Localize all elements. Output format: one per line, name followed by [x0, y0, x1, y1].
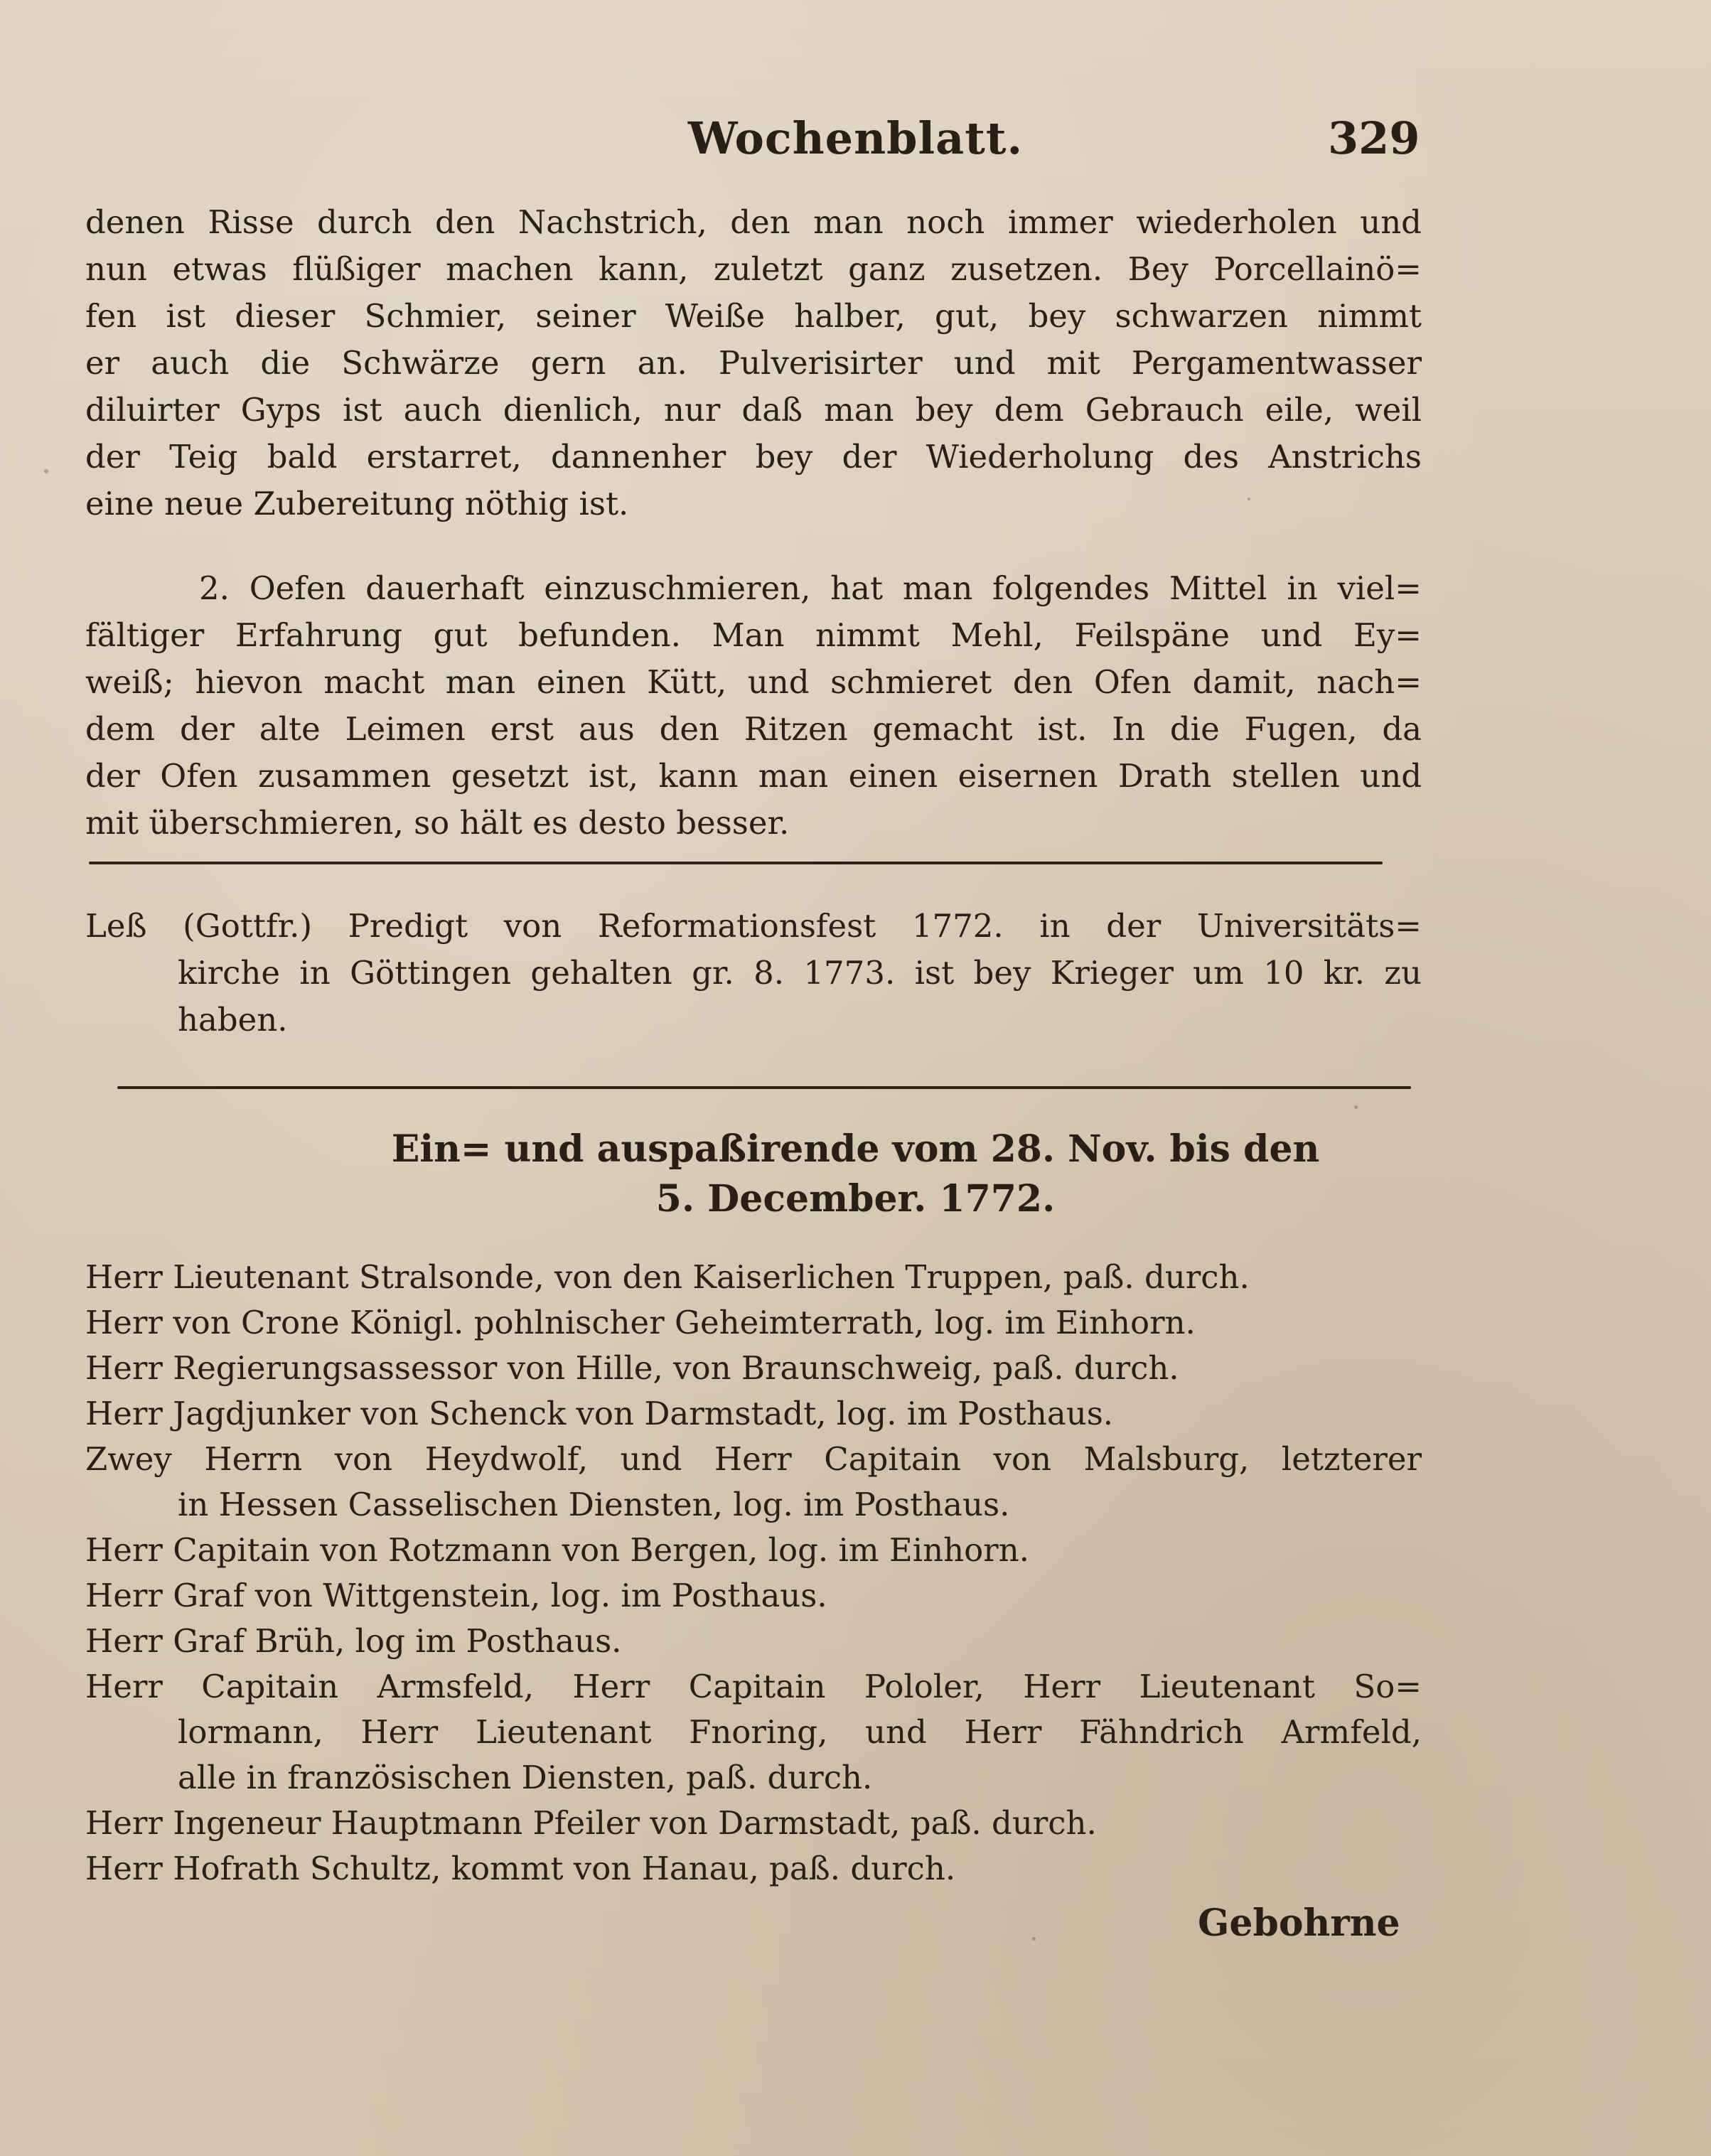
list-item: Herr Ingeneur Hauptmann Pfeiler von Darmstadt, paß. durch.	[85, 1804, 1097, 1842]
text-line: weiß; hievon macht man einen Kütt, und schmieret den Ofen damit, nach=	[85, 663, 1422, 701]
text-line: er auch die Schwärze gern an. Pulverisirter und mit Pergamentwasser	[85, 344, 1422, 382]
book-notice	[85, 903, 1422, 1044]
text-line: der Teig bald erstarret, dannenher bey der Wiederholung des Anstrichs	[85, 438, 1422, 476]
list-item: Herr von Crone Königl. pohlnischer Geheimterrath, log. im Einhorn.	[85, 1304, 1196, 1341]
paper-speck	[1248, 498, 1250, 500]
list-item-continuation: lormann, Herr Lieutenant Fnoring, und Herr Fähndrich Armfeld,	[178, 1713, 1422, 1751]
text-line: eine neue Zubereitung nöthig ist.	[85, 485, 629, 522]
list-item-continuation: in Hessen Casselischen Diensten, log. im Posthaus.	[178, 1486, 1010, 1523]
list-item: Herr Regierungsassessor von Hille, von Braunschweig, paß. durch.	[85, 1349, 1179, 1387]
list-item: Herr Hofrath Schultz, kommt von Hanau, paß. durch.	[85, 1850, 956, 1887]
heading-line: Ein= und auspaßirende vom 28. Nov. bis den	[391, 1127, 1320, 1171]
list-item: Herr Graf Brüh, log im Posthaus.	[85, 1622, 622, 1660]
paper-speck	[1354, 1105, 1358, 1109]
text-line: fältiger Erfahrung gut befunden. Man nimmt Mehl, Feilspäne und Ey=	[85, 616, 1422, 654]
heading-line: 5. December. 1772.	[655, 1177, 1056, 1221]
list-item: Herr Capitain Armsfeld, Herr Capitain Pololer, Herr Lieutenant So=	[85, 1668, 1422, 1705]
text-line: kirche in Göttingen gehalten gr. 8. 1773. ist bey Krieger um 10 kr. zu	[178, 954, 1422, 992]
text-line: nun etwas flüßiger machen kann, zuletzt ganz zusetzen. Bey Porcellainö=	[85, 250, 1422, 288]
catchword: Gebohrne	[1198, 1902, 1400, 1945]
paper-speck	[44, 469, 48, 473]
running-header-title: Wochenblatt.	[687, 112, 1024, 164]
text-line: Leß (Gottfr.) Predigt von Reformationsfest 1772. in der Universitäts=	[85, 907, 1422, 945]
text-line: denen Risse durch den Nachstrich, den man noch immer wiederholen und	[85, 203, 1422, 241]
travelers-list	[85, 1255, 1422, 1892]
text-line: mit überschmieren, so hält es desto besser.	[85, 804, 790, 842]
paragraph-plaster-recipe	[85, 199, 1422, 527]
page-number: 329	[1328, 112, 1420, 164]
text-line: haben.	[178, 1001, 288, 1039]
list-item: Herr Lieutenant Stralsonde, von den Kaiserlichen Truppen, paß. durch.	[85, 1258, 1250, 1296]
list-item-continuation: alle in französischen Diensten, paß. durch.	[178, 1759, 873, 1796]
list-item: Herr Jagdjunker von Schenck von Darmstadt, log. im Posthaus.	[85, 1395, 1114, 1432]
section-divider	[89, 862, 1383, 864]
list-item: Herr Graf von Wittgenstein, log. im Posthaus.	[85, 1577, 827, 1614]
list-item: Herr Capitain von Rotzmann von Bergen, log. im Einhorn.	[85, 1531, 1029, 1569]
text-line: fen ist dieser Schmier, seiner Weiße halber, gut, bey schwarzen nimmt	[85, 297, 1422, 335]
text-line: diluirter Gyps ist auch dienlich, nur daß man bey dem Gebrauch eile, weil	[85, 391, 1422, 429]
travelers-heading	[0, 1125, 1711, 1224]
text-line: der Ofen zusammen gesetzt ist, kann man einen eisernen Drath stellen und	[85, 757, 1422, 795]
list-item: Zwey Herrn von Heydwolf, und Herr Capitain von Malsburg, letzterer	[85, 1440, 1422, 1478]
paper-speck	[1032, 1937, 1036, 1941]
section-divider	[117, 1086, 1411, 1089]
text-line: 2. Oefen dauerhaft einzuschmieren, hat man folgendes Mittel in viel=	[199, 569, 1422, 607]
text-line: dem der alte Leimen erst aus den Ritzen gemacht ist. In die Fugen, da	[85, 710, 1422, 748]
paragraph-stove-sealing	[85, 565, 1422, 847]
